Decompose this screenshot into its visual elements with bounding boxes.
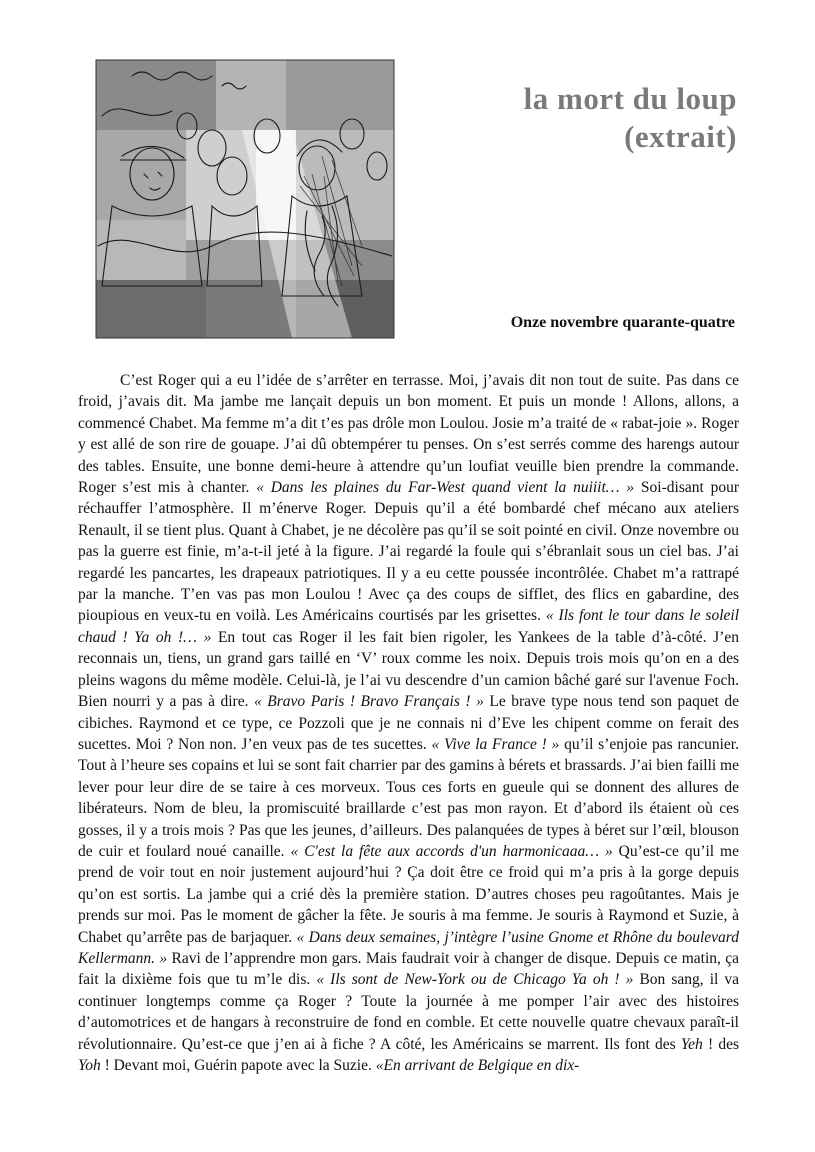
text-segment: ! des — [702, 1035, 739, 1053]
italic-quote: «En arrivant de Belgique en dix- — [375, 1057, 580, 1074]
title-block — [524, 80, 737, 156]
italic-quote: « Ils font le tour dans le soleil chaud ! Ya oh !… » — [78, 607, 740, 646]
crowd-sketch-illustration — [92, 56, 398, 342]
italic-quote: Yoh — [78, 1057, 101, 1074]
text-segment: Bon sang, il va continuer longtemps comme ça Roger ? Toute la journée à me pomper l’air avec des histoires d’automotrices et de hangars à reconstruire de fond en comble. Et cette nouvelle quatre chevaux paraît-il révolutionnaire. Qu’est-ce que j’en ai à fiche ? A côté, les Américains se marrent. Ils font des — [78, 971, 740, 1053]
text-segment: Ravi de l’apprendre mon gars. Mais faudrait voir à changer de disque. Depuis ce matin, ça fait la dixième fois que tu m’le dis. — [78, 949, 740, 989]
italic-quote: « Ils sont de New-York ou de Chicago Ya oh ! » — [316, 971, 634, 989]
italic-quote: Yeh — [680, 1035, 703, 1053]
text-segment: C’est Roger qui a eu l’idée de s’arrêter en terrasse. Moi, j’avais dit non tout de suite. Pas dans ce froid, j’avais dit. Ma jambe me lançait depuis un bon moment. Et puis un monde ! Allons, allons, a commencé Chabet. Ma femme m’a dit t’es pas drôle mon Loulou. Josie m’a traité de « rabat-joie ». Roger y est allé de son rire de gouape. J’ai dû obtempérer tu penses. On s’est serrés comme des harengs autour des tables. Ensuite, une bonne demi-heure à attendre qu’un loufiat veuille bien prendre la commande. Roger s’est mis à chanter. — [78, 372, 739, 497]
body-text — [78, 370, 739, 1076]
italic-quote: « Bravo Paris ! Bravo Français ! » — [254, 693, 484, 711]
text-segment: qu’il s’enjoie pas rancunier. Tout à l’heure ses copains et lui se sont fait charrier par des gamins à bérets et brassards. J’ai bien failli me lever pour leur dire de se taire à ces morveux. Tous ces forts en gueule qui se donnent des allures de libérateurs. Nom de bleu, la promiscuité braillarde c’est pas mon rayon. Et d’abord ils étaient où ces gosses, il y a trois mois ? Pas que les jeunes, d’ailleurs. Des palanquées de types à béret sur l’œil, blouson de cuir et foulard noué canaille. — [78, 735, 739, 860]
text-segment: Soi-disant pour réchauffer l’atmosphère. Il m’énerve Roger. Depuis qu’il a été bombardé chef mécano aux ateliers Renault, il se tient plus. Quant à Chabet, je ne décolère pas qu’il se soit pointé en civil. Onze novembre ou pas la guerre est finie, m’a-t-il jeté à la figure. J’ai regardé la foule qui s’ébranlait sous un ciel bas. J’ai regardé les pancartes, les drapeaux patriotiques. Il y a eu cette poussée incontrôlée. Chabet m’a rattrapé par la manche. T’en vas pas mon Loulou ! Avec ça des coups de sifflet, des flics en gabardine, des pioupious en veux-tu en voilà. Les Américains courtisés par les grisettes. — [78, 479, 739, 625]
italic-quote: « C'est la fête aux accords d'un harmonicaaa… » — [290, 842, 613, 860]
text-segment: En tout cas Roger il les fait bien rigoler, les Yankees de la table d’à-côté. J’en reconnais un, tiens, un grand gars taillé en ‘V’ roux comme les noix. Depuis trois mois qu’on en a des pleins wagons du même modèle. Celui-là, je l’ai vu descendre d’un camion bâché garé sur l'avenue Foch. Bien nourri y a pas à dire. — [78, 628, 739, 711]
chapter-subtitle: Onze novembre quarante-quatre — [510, 314, 735, 331]
italic-quote: « Dans deux semaines, j’intègre l’usine Gnome et Rhône du boulevard Kellermann. » — [78, 928, 739, 967]
text-segment: Le brave type nous tend son paquet de cibiches. Raymond et ce type, ce Pozzoli que je ne connais ni d’Eve les chipent comme on ferait des sucettes. Moi ? Non non. J’en veux pas de tes sucettes. — [78, 693, 739, 753]
italic-quote: « Vive la France ! » — [431, 735, 560, 753]
text-segment: Qu’est-ce qu’il me prend de voir tout en noir justement aujourd’hui ? Ça doit être ce froid qui m’a pris à la gorge depuis qu’on est sortis. La jambe qui a crié dès la première station. D’autres choses peu ragoûtantes. Mais je prends sur moi. Pas le moment de gâcher la fête. Je souris à ma femme. Je souris à Raymond et Suzie, à Chabet qu’arrête pas de barjaquer. — [78, 842, 739, 946]
italic-quote: « Dans les plaines du Far-West quand vient la nuiiit… » — [256, 479, 635, 497]
page-title-extract: (extrait) — [624, 119, 737, 154]
page-title: la mort du loup — [523, 81, 737, 116]
text-segment: ! Devant moi, Guérin papote avec la Suzie. — [100, 1057, 376, 1074]
